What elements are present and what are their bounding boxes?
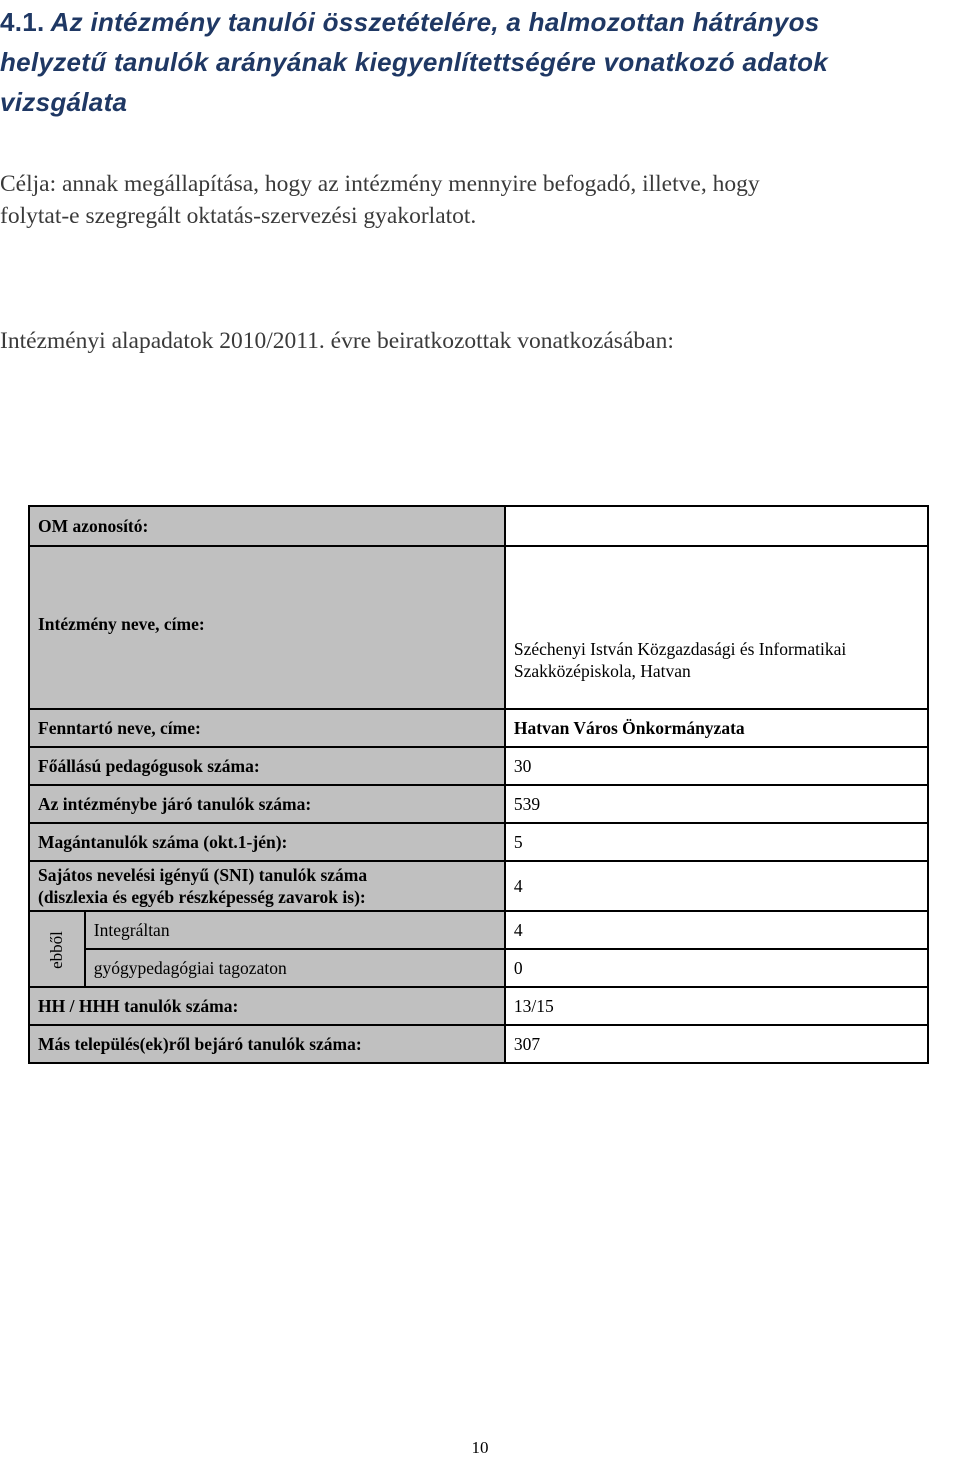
sni-label [29, 861, 505, 911]
sni-label-line-1: Sajátos nevelési igényű (SNI) tanulók száma [38, 865, 368, 885]
private-students-label: Magántanulók száma (okt.1-jén): [29, 823, 505, 861]
table-row-om [29, 506, 928, 546]
ebbol-text: ebből [46, 930, 66, 969]
table-row-operator [29, 709, 928, 747]
teachers-label: Főállású pedagógusok száma: [29, 747, 505, 785]
institution-data-table [28, 505, 929, 1064]
commuters-label: Más település(ek)ről bejáró tanulók száma: [29, 1025, 505, 1063]
om-value [505, 506, 928, 546]
special-class-label: gyógypedagógiai tagozaton [85, 949, 505, 987]
table-row-private [29, 823, 928, 861]
operator-value: Hatvan Város Önkormányzata [505, 709, 928, 747]
table-row-sni [29, 861, 928, 911]
private-students-value: 5 [505, 823, 928, 861]
commuters-value: 307 [505, 1025, 928, 1063]
sni-label-line-2: (diszlexia és egyéb részképesség zavarok is): [38, 887, 366, 907]
section-number: 4.1. [0, 7, 45, 37]
sni-value: 4 [505, 861, 928, 911]
purpose-paragraph [0, 168, 958, 232]
table-row-teachers [29, 747, 928, 785]
students-label: Az intézménybe járó tanulók száma: [29, 785, 505, 823]
table-row-hh [29, 987, 928, 1025]
hh-value: 13/15 [505, 987, 928, 1025]
purpose-line-2: folytat-e szegregált oktatás-szervezési gyakorlatot. [0, 203, 477, 229]
table-row-institution [29, 546, 928, 709]
integrated-label: Integráltan [85, 911, 505, 949]
students-value: 539 [505, 785, 928, 823]
intro-paragraph: Intézményi alapadatok 2010/2011. évre beiratkozottak vonatkozásában: [0, 328, 674, 354]
page-number: 10 [471, 1438, 489, 1457]
heading-text-1: Az intézmény tanulói összetételére, a halmozottan hátrányos [50, 7, 820, 37]
hh-label: HH / HHH tanulók száma: [29, 987, 505, 1025]
institution-name-label: Intézmény neve, címe: [29, 546, 505, 709]
purpose-line-1: Célja: annak megállapítása, hogy az intézmény mennyire befogadó, illetve, hogy [0, 171, 760, 197]
integrated-value: 4 [505, 911, 928, 949]
table-row-special [29, 949, 928, 987]
om-label: OM azonosító: [29, 506, 505, 546]
table-row-students [29, 785, 928, 823]
institution-name-line-1: Széchenyi István Közgazdasági és Informatikai [513, 639, 847, 659]
institution-name-line-2: Szakközépiskola, Hatvan [513, 661, 691, 681]
heading-line-2: helyzetű tanulók arányának kiegyenlítettségére vonatkozó adatok [0, 47, 829, 77]
table-row-integrated [29, 911, 928, 949]
section-heading [0, 2, 958, 122]
institution-name-value [505, 546, 928, 709]
ebbol-label [29, 911, 85, 987]
operator-label: Fenntartó neve, címe: [29, 709, 505, 747]
heading-line-3: vizsgálata [0, 87, 128, 117]
table-row-commuters [29, 1025, 928, 1063]
special-class-value: 0 [505, 949, 928, 987]
teachers-value: 30 [505, 747, 928, 785]
heading-line-1 [0, 2, 958, 42]
